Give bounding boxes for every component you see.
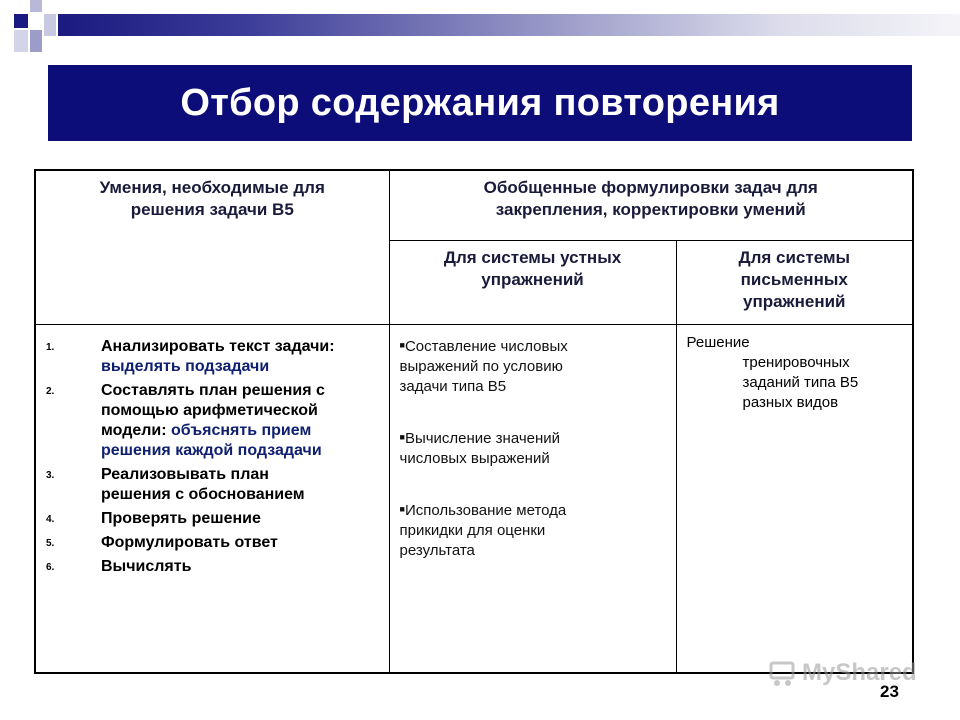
header-line: решения задачи B5 — [130, 200, 294, 219]
watermark-text: MyShared — [802, 659, 917, 686]
skills-cell — [35, 324, 389, 673]
skill-line: Анализировать текст задачи: — [101, 337, 335, 355]
content-table — [34, 169, 914, 674]
oral-line: результата — [399, 541, 475, 559]
list-item — [46, 557, 381, 577]
list-item — [46, 337, 381, 377]
square-bullet-icon: ■ — [399, 503, 405, 514]
written-cell — [676, 324, 913, 673]
oral-line: Составление числовых — [404, 337, 568, 355]
header-line: Умения, необходимые для — [99, 178, 325, 197]
list-item — [400, 499, 666, 561]
top-gradient-bar — [58, 14, 960, 36]
item-number: 5. — [46, 537, 55, 549]
page-number: 23 — [880, 682, 899, 701]
skill-line: выделять подзадачи — [101, 357, 270, 375]
deco-square — [14, 30, 28, 52]
written-line: заданий типа B5 — [742, 373, 859, 391]
skill-line: Формулировать ответ — [101, 533, 278, 551]
skill-line: Вычислять — [101, 557, 192, 575]
written-line: Решение — [686, 333, 750, 351]
skills-list — [36, 325, 389, 577]
watermark — [768, 655, 928, 691]
list-item — [46, 509, 381, 529]
cart-icon — [768, 658, 798, 688]
header-line: упражнений — [742, 291, 846, 311]
item-number: 1. — [46, 341, 55, 353]
skill-line: помощью арифметической — [101, 401, 318, 419]
deco-square — [14, 14, 28, 28]
oral-line: Использование метода — [404, 501, 567, 519]
header-line: упражнений — [481, 269, 584, 289]
square-bullet-icon: ■ — [399, 431, 405, 442]
skill-line: модели: — [101, 421, 172, 439]
skill-line: Составлять план решения с — [101, 381, 325, 399]
oral-line: задачи типа B5 — [399, 377, 507, 395]
item-number: 6. — [46, 561, 55, 573]
title-band — [48, 65, 912, 141]
header-line: закрепления, корректировки умений — [495, 200, 806, 219]
list-item — [400, 335, 666, 397]
written-line: разных видов — [742, 393, 839, 411]
written-line: тренировочных — [742, 353, 850, 371]
skill-line: Реализовывать план — [101, 465, 269, 483]
oral-line: числовых выражений — [399, 449, 550, 467]
skill-line: решения каждой подзадачи — [101, 441, 322, 459]
list-item — [400, 427, 666, 469]
oral-line: Вычисление значений — [404, 429, 561, 447]
oral-line: выражений по условию — [399, 357, 563, 375]
skill-line: решения с обоснованием — [101, 485, 305, 503]
skill-line-highlight: объяснять прием — [171, 421, 312, 439]
header-line: Обобщенные формулировки задач для — [483, 178, 818, 197]
oral-cell — [389, 324, 676, 673]
header-written — [676, 240, 913, 324]
skill-line: Проверять решение — [101, 509, 261, 527]
square-bullet-icon: ■ — [399, 339, 405, 350]
list-item — [46, 465, 381, 505]
page-title: Отбор содержания повторения — [180, 81, 780, 124]
header-line: письменных — [740, 269, 848, 289]
deco-square — [30, 0, 42, 12]
list-item — [46, 533, 381, 553]
item-number: 3. — [46, 469, 55, 481]
header-line: Для системы — [738, 247, 851, 267]
item-number: 2. — [46, 385, 55, 397]
list-item — [46, 381, 381, 461]
deco-square — [44, 14, 56, 36]
header-oral — [389, 240, 676, 324]
deco-square — [30, 30, 42, 52]
header-tasks — [389, 170, 913, 240]
header-line: Для системы устных — [443, 247, 622, 267]
item-number: 4. — [46, 513, 55, 525]
header-skills — [35, 170, 389, 324]
oral-line: прикидки для оценки — [399, 521, 546, 539]
